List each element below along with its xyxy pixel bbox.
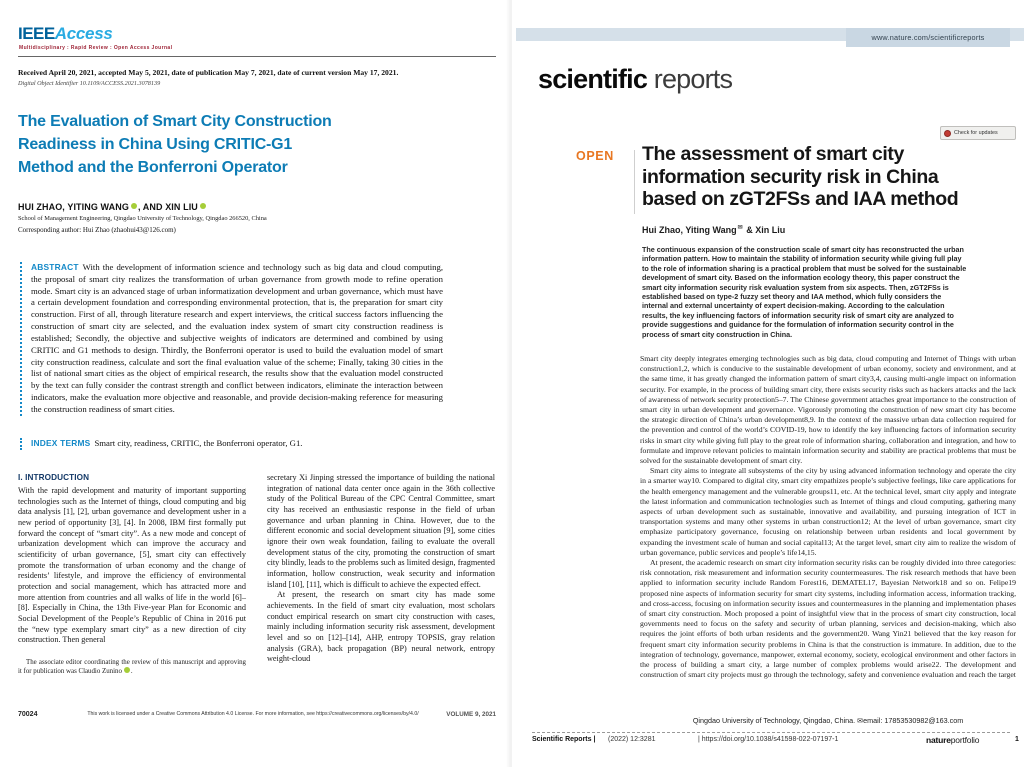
intro-column-2 [267, 473, 495, 677]
index-terms-text: Smart city, readiness, CRITIC, the Bonferroni operator, G1. [94, 438, 303, 448]
header-rule [18, 56, 496, 57]
access-logo-text: Access [54, 24, 113, 43]
affiliation-line: School of Management Engineering, Qingdao University of Technology, Qingdao 266520, China [18, 215, 267, 222]
body-paragraph-2: Smart city aims to integrate all subsystems of the city by using advanced information technology and operate the city in a smarter way10. Compared to digital city, smart city empathizes people’s subjective feelings, like care applications for the health emergency management and the vulnerable groups11, etc. At the technical level, smart city apply and integrate the latest information and communication technologies such as Internet of things and cloud computing, gathering many aspects of urban development such as sustainable, innovative and availability, and pursuing integration of ICT in transportation systems and many other systems in urban construction12; At the level of urban governance, smart city emphasize participatory governance, focusing on relationship between urban residents and local government by expanding the investment scale of human and social capital13; At the target level, smart city aim to realize the wisdom of urban governance, public services and people’s life14,15. [640, 466, 1016, 557]
authors-part1: HUI ZHAO, YITING WANG [18, 202, 129, 212]
index-terms-label: INDEX TERMS [31, 438, 91, 448]
introduction-columns [18, 473, 496, 677]
check-for-updates-label: Check for updates [954, 130, 998, 136]
journal-tagline: Multidisciplinary : Rapid Review : Open Access Journal [19, 45, 173, 51]
abstract-block [20, 262, 443, 416]
scientific-reports-page [512, 0, 1024, 767]
intro-column-1 [18, 473, 246, 677]
sr-footer [512, 736, 1024, 750]
ieee-logo-text: IEEE [18, 24, 55, 43]
ieee-footer [18, 711, 496, 718]
logo-scientific: scientific [538, 64, 648, 94]
index-terms-block [20, 438, 443, 450]
orcid-icon[interactable] [124, 667, 130, 673]
volume-label: VOLUME 9, 2021 [446, 711, 496, 718]
title-left-rule [634, 150, 635, 214]
intro-paragraph-col1: With the rapid development and maturity of important supporting technologies such as the Internet of things, cloud computing and big data analysis [1], [2], urban governance and development usher in a new period of opportunity [3], [4]. In 2008, IBM first formally put forward the concept of “smart city”. As a new mode and concept of urbanization development which can improve the accuracy and scientificity of urban governance, [5], smart city can effectively promote the transformation of urban economy and the change of residents’ lifestyle, and improve the efficiency of environmental protection and social management, which has attracted more and more attention from countries and all walks of life in the world [6]–[8]. Especially in China, the 13th Five-year Plan for Economic and Social Development of the People’s Republic of China in 2016 put the “new type exemplary smart city” as a new direction of city construction. Then general [18, 486, 246, 645]
paper-title [642, 143, 1014, 211]
affiliation-line [640, 716, 1016, 725]
doi-line[interactable]: Digital Object Identifier 10.1109/ACCESS.2021.3078139 [18, 80, 161, 87]
journal-url[interactable]: www.nature.com/scientificreports [846, 28, 1010, 47]
author-email-link[interactable]: ✉email: 17853530982@163.com [857, 716, 964, 725]
page-number: 1 [1015, 736, 1019, 743]
page-number: 70024 [18, 711, 38, 718]
footnote-suffix: . [130, 668, 133, 676]
ieee-access-logo [18, 24, 113, 44]
paper-title-line3: based on zGT2FSs and IAA method [642, 188, 959, 210]
authors-line [18, 202, 207, 212]
intro-paragraph-col2-2: At present, the research on smart city has made some achievements. In the field of smart city evaluation, most scholars conduct empirical research on smart city construction with cases, mainly including information security risk assessment, development level and so on [12]–[14], AHP, entropy TOPSIS, gray relation analysis (GRA), back propagation (BP) neural network, entropy weight-cloud [267, 590, 495, 664]
brand-nature: nature [926, 735, 951, 745]
paper-title [18, 110, 418, 179]
paper-title-line3: Method and the Bonferroni Operator [18, 159, 288, 176]
check-for-updates-button[interactable] [940, 126, 1016, 140]
orcid-icon[interactable] [131, 203, 137, 209]
authors-line [642, 224, 785, 235]
paper-title-line2: Readiness in China Using CRITIC-G1 [18, 136, 293, 153]
corresponding-author-line: Corresponding author: Hui Zhao (zhaohui43@126.com) [18, 226, 176, 234]
orcid-icon[interactable] [200, 203, 206, 209]
body-text [640, 354, 1016, 681]
crossmark-icon [944, 130, 951, 137]
authors-part1: Hui Zhao, Yiting Wang [642, 225, 737, 235]
received-dates-line: Received April 20, 2021, accepted May 5, 2021, date of publication May 7, 2021, date of current version May 17, 2021. [18, 68, 399, 77]
footer-journal-name: Scientific Reports | [532, 736, 596, 743]
authors-part2: , AND XIN LIU [137, 202, 198, 212]
affiliation-text: Qingdao University of Technology, Qingdao, China. [692, 716, 858, 725]
footer-rule [532, 732, 1010, 733]
logo-reports: reports [647, 64, 733, 94]
footer-doi-link[interactable]: | https://doi.org/10.1038/s41598-022-07197-1 [698, 736, 839, 743]
abstract-text: With the development of information science and technology such as big data and cloud computing, the proposal of smart city realizes the transformation of urban governance from growth mode to refine operation mode. Smart city is an advanced stage of urban informatization development and urban governance, which must have a certain development foundation and corresponding environmental protection, that is, the preparation for smart city construction. First of all, through literature research and expert interviews, the critical success factors influencing the construction of smart city are selected, and the evaluation index system of smart city construction readiness is established; Secondly, the objective and subjective weights of indicators are determined and combined by using CRITIC and G1 methods to design. Thirdly, the Bonferroni operator is used to build the evaluation model of smart city construction readiness, calculate and sort the final evaluation value of the scheme; Finally, taking 30 cities in the list of national smart cities as the object of empirical research, the results show that the evaluation model constructed by the text can fully consider the contrast strength and conflict between indicators, eliminate the interaction between indicators, make the evaluation more objective and reasonable, and provide decision-making reference for measuring the construction readiness of smart cities. [31, 262, 443, 414]
open-access-label: OPEN [576, 149, 614, 163]
abstract-label: ABSTRACT [31, 262, 79, 272]
body-paragraph-1: Smart city deeply integrates emerging technologies such as big data, cloud computing and Internet of Things with urban construction1,2, which is conducive to the sustainable development of urban economy, society and environment, and at the same time, it has greatly changed the information pattern of smart city3,4, causing multi-angle impact on information security. For example, in the process of building smart city, there exists security risks such as hackers attacks and the lack of awareness of network security protection5–7. The Chinese government attaches great importance to the construction of smart city in urban development and governance. Vigorously promoting the construction of new smart city has become the strategic direction of China’s urban development8,9. In the context of the massive urban data collection required for the prevention and control of the world’s COVID-19, how to identify the key influencing factors of information security risks in smart city while giving full play to the great role of information sharing, collaboration and integration, and how to formulate and improve relevant policies to maintain information security and stability are practical problems that must be solved for the sustainable development of smart city. [640, 354, 1016, 466]
license-text[interactable]: This work is licensed under a Creative Commons Attribution 4.0 License. For more information, see https://creativecommons.org/licenses/by/4.0/ [87, 711, 419, 717]
section-heading-introduction: I. INTRODUCTION [18, 473, 90, 482]
email-icon[interactable]: ✉ [737, 225, 743, 231]
authors-part2: & Xin Liu [743, 225, 786, 235]
footnote-text: The associate editor coordinating the review of this manuscript and approving it for publication was Claudio Zunino [18, 658, 246, 676]
abstract-text: The continuous expansion of the construction scale of smart city has reconstructed the urban information pattern. How to maintain the stability of information security while giving full play to the role of information sharing is a practical problem that must be solved for the sustainable development of smart city. Based on the information ecology theory, this paper construct the smart city information security risk evaluation system from six aspects. Then, zGT2FSs is established based on type-2 fuzzy set theory and IAA method, which fully considers the internal and external uncertainty of expert decision-making. According to the calculation results, the key influencing factors of information security risk of smart city are analyzed to provide suggestions and guidance for the formulation of information security control in the process of smart city construction in China. [642, 245, 967, 339]
associate-editor-footnote [18, 658, 246, 677]
scientific-reports-logo [538, 64, 732, 95]
paper-title-line1: The assessment of smart city [642, 143, 904, 165]
brand-portfolio: portfolio [950, 735, 980, 745]
footer-citation: (2022) 12:3281 [608, 736, 656, 743]
paper-title-line2: information security risk in China [642, 165, 939, 188]
nature-portfolio-logo [926, 735, 979, 745]
body-paragraph-3: At present, the academic research on smart city information security risks can be roughly divided into three categories: risk connotation, risk measurement and information security countermeasures. The risk research methods that have been applied to information security include Random Forest16, DEMATEL17, Bayesian Network18 and so on. Felipe19 proposed nine aspects of information security for smart city systems, including information access, information tracking, and cross-access, focusing on information security issues and countermeasures in the planning and implementation phases of smart city construction. Moch proposed a point of insightful view that in the process of smart city construction, local governments need to focus on the safety and security of urban planning, services and decision-making, which also requires the joint efforts of both urban residents and the government20. Wang Yin21 believed that the key reason for frequent smart city information security problems in China is that the construction is immature. In addition, due to the integration of technology, governance, manpower, external economy, society, ecological environment and other factors in the process of building a smart city, a large number of complex problems would arise22. The development and construction of smart city projects must go through the technology, safety and convenience evaluation and reach the target [640, 558, 1016, 680]
paper-title-line1: The Evaluation of Smart City Construction [18, 113, 332, 130]
intro-paragraph-col2-1: secretary Xi Jinping stressed the importance of building the national integration of national data center once again in the 36th collective study of the Political Bureau of the CPC Central Committee, smart city has received an enthusiastic response in the field of urban governance and urban planning in China. However, due to the different economic and social development situation [9], some cities ignore their own weak foundation, failing to evaluate the overall development status of the city, promoting the construction of smart city blindly, leads to the problems such as limited design, fragmented information, hollow construction, weak security and information island [10], [11], which is difficult to achieve the expected effect. [267, 473, 495, 589]
